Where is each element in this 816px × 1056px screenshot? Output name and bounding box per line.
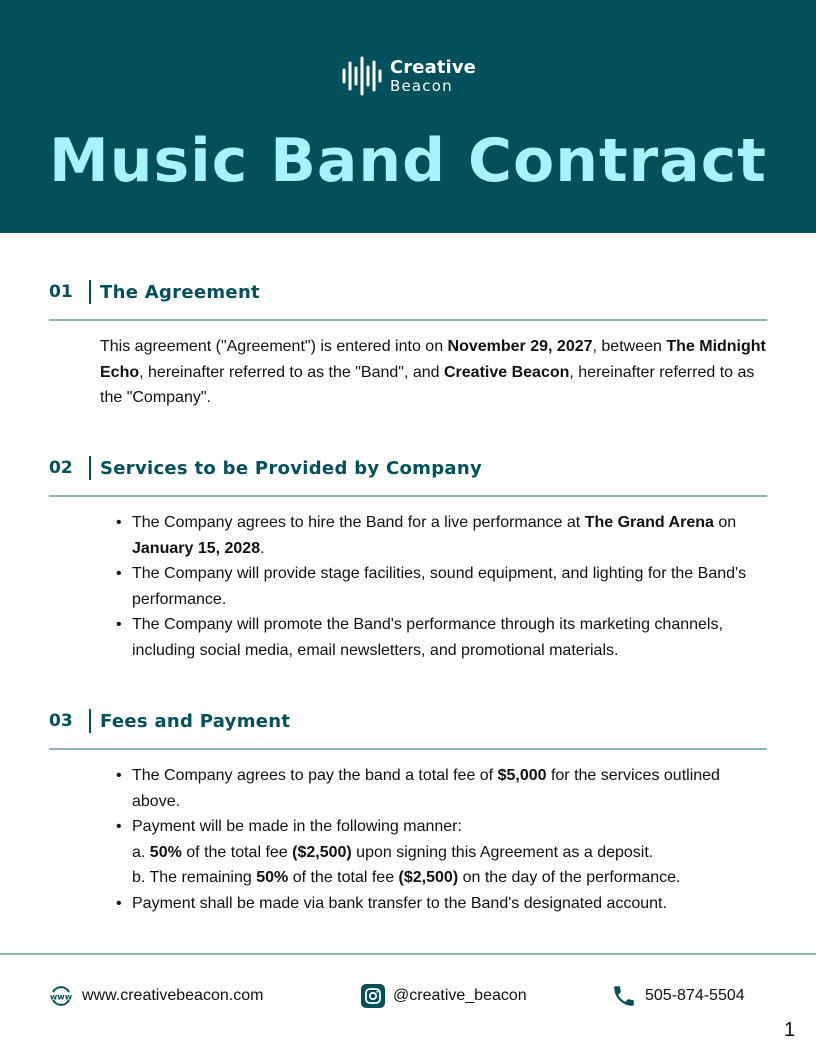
- payment-term-a: a. 50% of the total fee ($2,500) upon signing this Agreement as a deposit.: [132, 843, 654, 861]
- globe-www-icon: [48, 983, 74, 1009]
- section-rule: [49, 748, 767, 750]
- services-list: [116, 510, 766, 663]
- sound-wave-icon: [340, 54, 384, 98]
- header-banner: [0, 0, 816, 233]
- section-rule: [49, 495, 767, 497]
- section-number: 01: [49, 282, 73, 302]
- section-title: Services to be Provided by Company: [100, 457, 482, 479]
- brand-name: [390, 56, 476, 95]
- section-number: 03: [49, 711, 73, 731]
- agreement-paragraph: This agreement ("Agreement") is entered into on November 29, 2027, between The Midnight Echo, hereinafter referred to as the "Band", and Creative Beacon, hereinafter referred to as the "Company".: [100, 338, 766, 406]
- brand-logo: [340, 54, 476, 98]
- footer-website[interactable]: [48, 983, 263, 1009]
- document-title: Music Band Contract: [49, 126, 767, 196]
- list-item: • The Company will provide stage facilities, sound equipment, and lighting for the Band's performance.: [116, 561, 766, 612]
- fees-list: [116, 763, 766, 916]
- brand-name-line2: Beacon: [390, 76, 453, 95]
- section-heading-services: [49, 455, 482, 481]
- page-number: 1: [784, 1019, 796, 1041]
- instagram-icon: [361, 984, 385, 1008]
- list-item: [116, 814, 766, 891]
- svg-text:www: www: [49, 992, 73, 1002]
- section-title: The Agreement: [100, 281, 260, 303]
- social-handle[interactable]: @creative_beacon: [393, 987, 527, 1004]
- list-item: • The Company agrees to hire the Band for a live performance at The Grand Arena on January 15, 2028.: [116, 510, 766, 561]
- payment-manner-text: Payment will be made in the following manner:: [132, 818, 462, 835]
- list-item: • Payment shall be made via bank transfer to the Band's designated account.: [116, 891, 766, 917]
- footer-rule: [0, 953, 816, 955]
- section-heading-agreement: [49, 279, 260, 305]
- section-title: Fees and Payment: [100, 710, 291, 732]
- list-item: • The Company will promote the Band's performance through its marketing channels, including social media, email newsletters, and promotional materials.: [116, 612, 766, 663]
- website-link[interactable]: www.creativebeacon.com: [82, 987, 264, 1004]
- footer-social[interactable]: [361, 983, 527, 1009]
- list-item: • The Company agrees to pay the band a total fee of $5,000 for the services outlined above.: [116, 763, 766, 814]
- brand-name-line1: Creative: [390, 56, 476, 78]
- section-heading-fees: [49, 708, 290, 734]
- payment-term-b: b. The remaining 50% of the total fee ($2,500) on the day of the performance.: [132, 869, 681, 886]
- section-divider: [89, 280, 91, 304]
- phone-icon: [611, 983, 637, 1009]
- section-rule: [49, 319, 767, 321]
- section-divider: [89, 709, 91, 733]
- section-divider: [89, 456, 91, 480]
- section-number: 02: [49, 458, 73, 478]
- phone-number[interactable]: 505-874-5504: [645, 987, 745, 1004]
- footer-phone[interactable]: [611, 983, 745, 1009]
